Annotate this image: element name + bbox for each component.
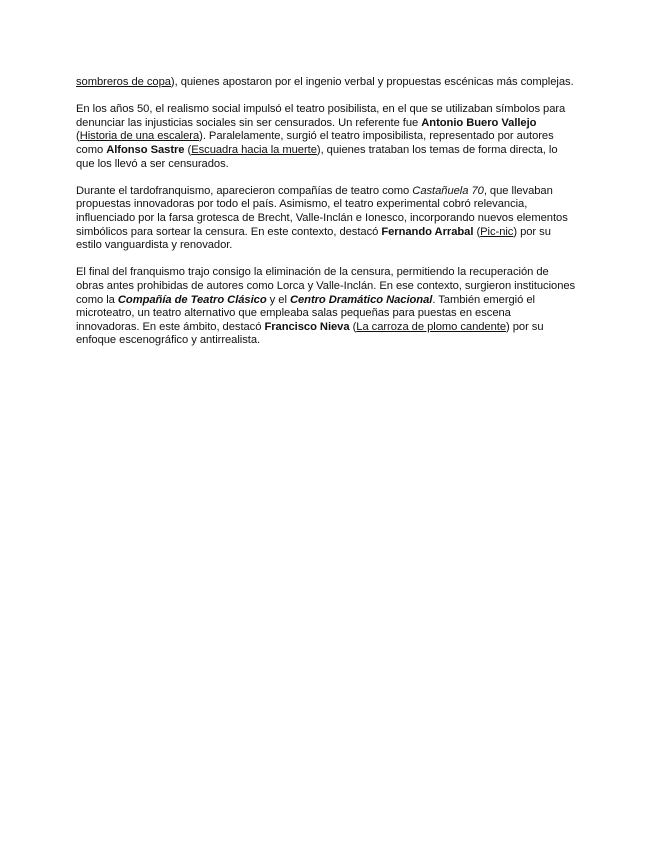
text-run: ( [473,225,481,238]
author-name: Alfonso Sastre [106,143,185,156]
paragraph [76,266,576,348]
paragraph [76,185,576,253]
text-run: ), quienes apostaron por el ingenio verbal y propuestas escénicas más complejas. [170,76,574,88]
document-body [76,76,576,361]
text-run: ( [76,130,80,143]
work-title: La carroza de plomo candente [356,320,506,333]
text-run: , que llevaban propuestas innovadoras por todo el país. Asimismo, el teatro experimental cobró relevancia, influenciado por la farsa grotesca de Brecht, Valle-Inclán e Ionesco, incorporando nuevos elementos simbólicos para sortear la censura. En este contexto, destacó [76,184,568,238]
text-run: ) por su enfoque escenográfico y antirrealista. [76,320,544,347]
text-run: ) por su estilo vanguardista y renovador. [76,225,551,252]
paragraph [76,76,576,90]
text-run: Durante el tardofranquismo, aparecieron compañías de teatro como [76,184,413,197]
author-name: Fernando Arrabal [381,225,474,238]
work-title: sombreros de copa [76,76,171,88]
institution-name: Centro Dramático Nacional [289,293,433,306]
text-run: ). Paralelamente, surgió el teatro imposibilista, representado por autores como [76,130,554,156]
text-run: . También emergió el microteatro, un teatro alternativo que empleaba salas pequeñas para puestas en escena innovadoras. En este ámbito, destacó [76,293,535,333]
author-name: Francisco Nieva [264,320,350,333]
text-run: ), quienes trataban los temas de forma directa, lo que los llevó a ser censurados. [76,143,558,170]
institution-name: Compañía de Teatro Clásico [117,293,267,306]
work-title: Escuadra hacia la muerte [191,143,317,156]
paragraph [76,103,576,171]
work-title: Historia de una escalera [79,130,200,143]
author-name: Antonio Buero Vallejo [421,116,537,129]
work-title: Pic-nic [480,225,514,238]
text-run: En los años 50, el realismo social impulsó el teatro posibilista, en el que se utilizaban símbolos para denunciar las injusticias sociales sin ser censurados. Un referente fue [76,103,566,129]
text-run: ( [184,143,192,156]
text-run: y el [266,293,290,306]
company-name: Castañuela 70 [412,184,484,197]
text-run: ( [349,320,357,333]
text-run: El final del franquismo trajo consigo la eliminación de la censura, permitiendo la recuperación de obras antes prohibidas de autores como Lorca y Valle-Inclán. En ese contexto, surgieron instituciones como la [76,266,576,306]
